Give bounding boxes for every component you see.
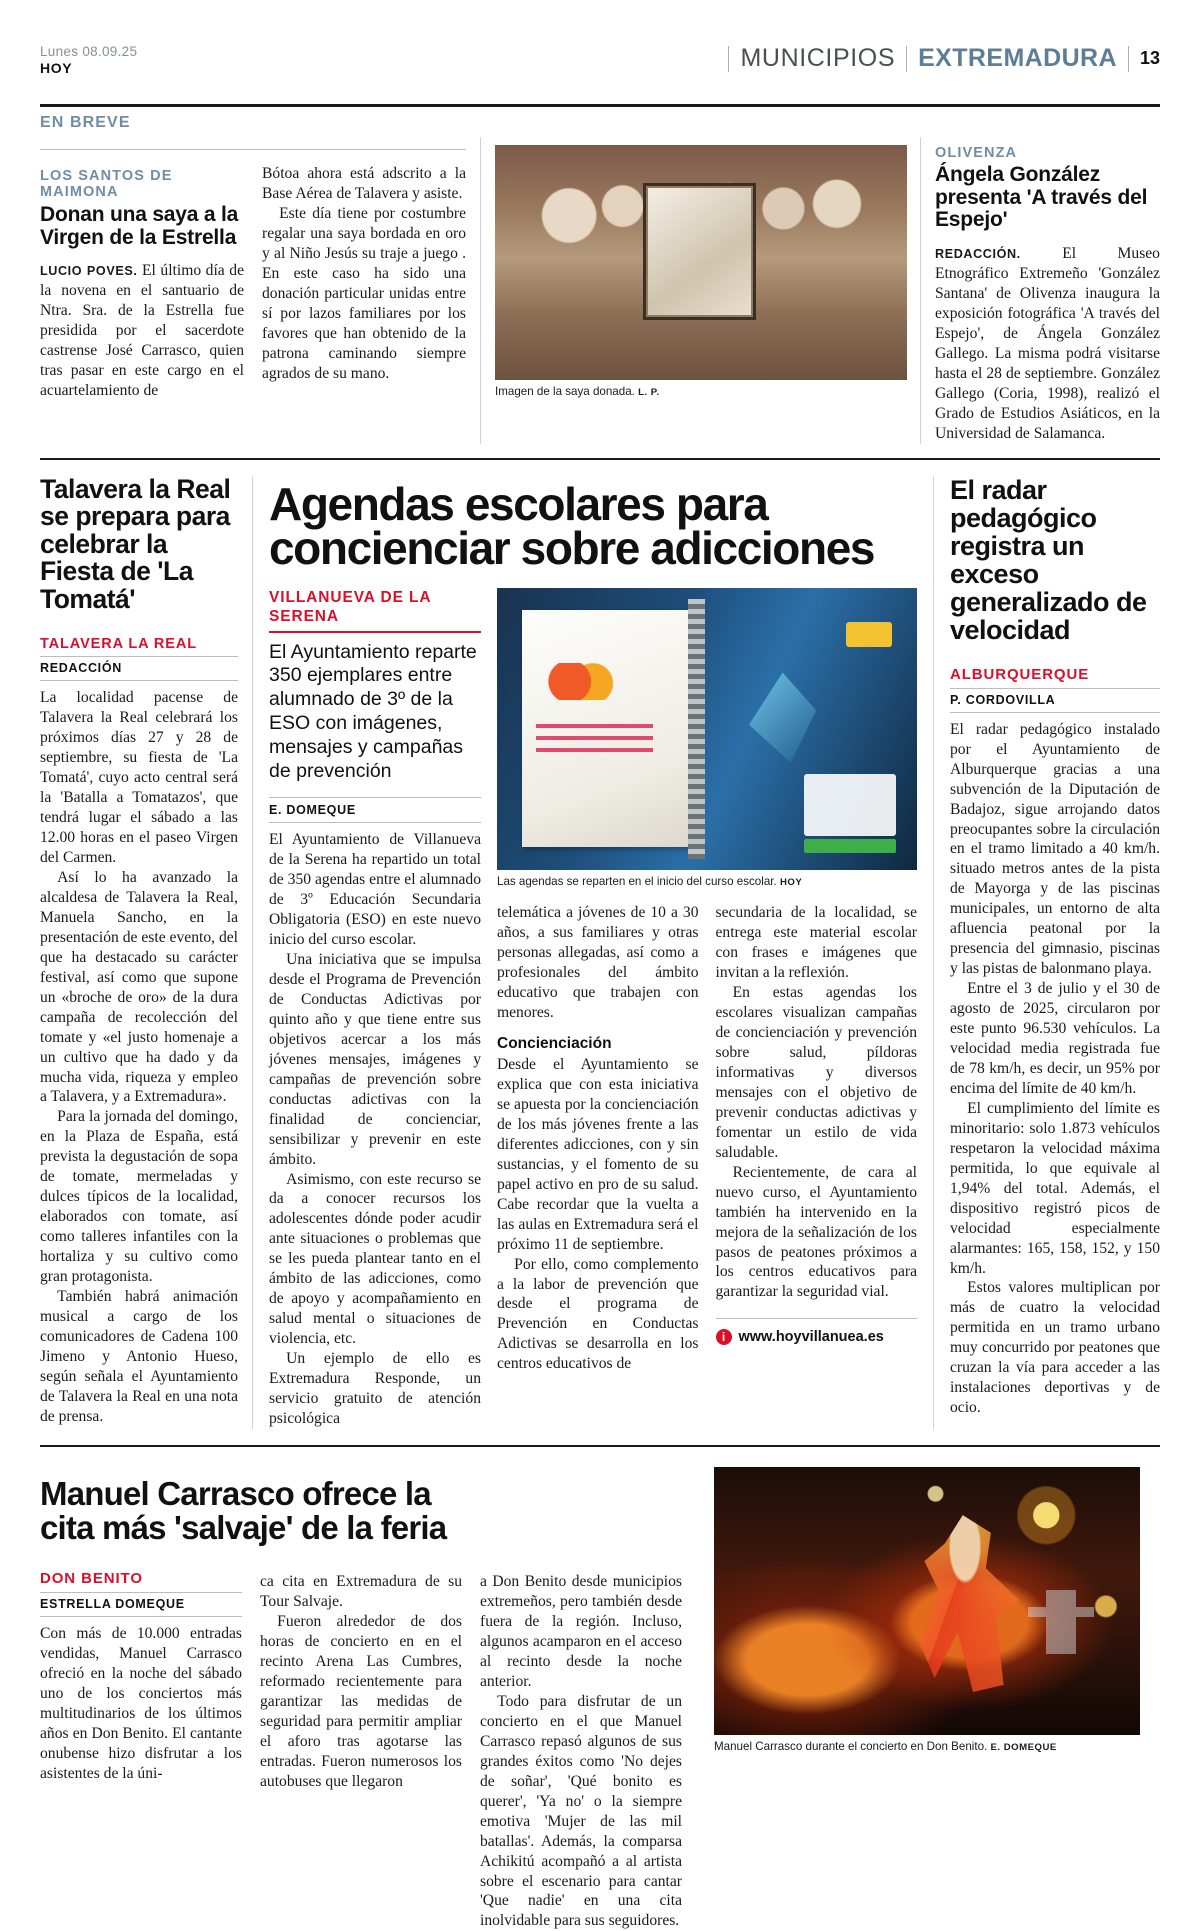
main-paragraph: Un ejemplo de ello es Extremadura Responde, un servicio gratuito de atención psicológica (269, 1350, 481, 1427)
carrasco-col-2 (260, 1570, 462, 1931)
section-rule (40, 1445, 1160, 1447)
caption-credit: E. DOMEQUE (990, 1741, 1057, 1753)
talavera-headline: Talavera la Real se prepara para celebrar la Fiesta de 'La Tomatá' (40, 473, 231, 614)
masthead (40, 0, 1160, 76)
photo-caption (495, 384, 906, 399)
main-paragraph: Recientemente, de cara al nuevo curso, el Ayuntamiento también ha intervenido en la mejora de la señalización de los pasos de peatones próximos a los centros educativos para garantizar la seguridad vial. (715, 1163, 917, 1301)
talavera-paragraph: También habrá animación musical a cargo de los comunicadores de Cadena 100 Jimeno y Antonio Hueso, según señala el Ayuntamiento de Talavera la Real en una nota de prensa. (40, 1288, 238, 1425)
brief-paragraph (40, 261, 244, 401)
en-breve-label: EN BREVE (40, 114, 131, 131)
olivenza-text: El Museo Etnográfico Extremeño 'González Santana' de Olivenza inaugura la exposición fotográfica 'A través del Espejo', de Ángela González Gallego. La misma podrá visitarse hasta el 28 de septiembre. González Gallego (Coria, 1998), realizó el Grado de Estudios Asiáticos, en la Universidad de Salamanca. (935, 245, 1160, 442)
carrasco-kicker: DON BENITO (40, 1570, 143, 1588)
radar-paragraph: Entre el 3 de julio y el 30 de agosto de 2025, circularon por este punto 96.530 vehículos. La velocidad media registrada fue de 78 km/h, es decir, un 95% por encima del límite de 40 km/h. (950, 980, 1160, 1097)
info-circle-icon: i (716, 1329, 732, 1345)
radar-headline: El radar pedagógico registra un exceso generalizado de velocidad (950, 474, 1147, 645)
carrasco-headline: Manuel Carrasco ofrece la cita más 'salvaje' de la feria (40, 1474, 447, 1546)
main-subsection-title: Concienciación (497, 1035, 612, 1053)
main-paragraph: El Ayuntamiento de Villanueva de la Serena ha repartido un total de 350 agendas entre el alumnado de 3º Educación Secundaria Obligatoria (ESO) en este nuevo inicio del curso escolar. (269, 831, 481, 949)
agenda-spiral (688, 599, 705, 858)
brief-paragraph: Este día tiene por costumbre regalar una saya bordada en oro y al Niño Jesús su traje a juego . En este caso ha sido una donación particular unidas entre sí por lazos familiares por los favores que han obtenido de la patrona caminando siempre agrados de su mano. (262, 204, 466, 382)
school-agenda-photo (497, 588, 917, 870)
divider (728, 46, 729, 72)
caption-text: Imagen de la saya donada. (495, 385, 635, 398)
caption-text: Manuel Carrasco durante el concierto en Don Benito. (714, 1739, 988, 1753)
main-paragraph: secundaria de la localidad, se entrega este material escolar con frases e imágenes que invitan a la reflexión. (715, 904, 917, 982)
hairline (950, 712, 1160, 713)
carrasco-article (40, 1467, 700, 1931)
section-name: MUNICIPIOS (740, 44, 896, 72)
brief-photo-block (480, 137, 920, 444)
olivenza-headline: Ángela González presenta 'A través del Espejo' (935, 163, 1148, 232)
brief-paragraph: Bótoa ahora está adscrito a la Base Aérea de Talavera y asiste. (262, 165, 466, 202)
main-photo-block (497, 588, 917, 1429)
photo-caption (714, 1739, 1160, 1754)
hairline (269, 822, 481, 823)
hairline (40, 680, 238, 681)
weblink-url[interactable]: www.hoyvillanuea.es (738, 1329, 884, 1346)
radar-kicker: ALBURQUERQUE (950, 666, 1090, 684)
hairline (40, 1616, 242, 1617)
carrasco-paragraph: Con más de 10.000 entradas vendidas, Manuel Carrasco ofreció en la noche del sábado uno de los conciertos más multitudinarios de los últimos años en Don Benito. El cantante onubense hizo disfrutar a los asistentes de la úni- (40, 1624, 242, 1782)
carrasco-columns (40, 1570, 682, 1931)
agenda-left-page (522, 610, 690, 847)
hairline (40, 1592, 242, 1593)
brief-kicker: LOS SANTOS DE MAIMONA (40, 168, 173, 200)
main-top-row (269, 588, 917, 1429)
main-subhead-block (269, 588, 481, 1429)
story-weblink[interactable] (716, 1318, 918, 1345)
main-lower-columns (497, 903, 917, 1374)
radar-paragraph: El radar pedagógico instalado por el Ayuntamiento de Alburquerque gracias a una subvención de la Diputación de Badajoz, sigue arrojando datos preocupantes sobre la circulación en el tramo limitado a 40 km/h. situado metros antes de la pista de Mayorga y de las piscinas municipales, un entorno de alta afluencia peatonal por la presencia del gimnasio, piscinas y las pistas de balonmano playa. (950, 720, 1160, 978)
brief-story-block (40, 137, 480, 444)
photo-caption (497, 874, 917, 889)
brief-col-2 (262, 162, 466, 401)
divider (906, 46, 907, 72)
main-byline: E. DOMEQUE (269, 803, 356, 818)
radar-byline: P. CORDOVILLA (950, 692, 1056, 707)
kicker-underline (269, 631, 481, 633)
agenda-graphic (749, 672, 816, 762)
carrasco-paragraph: Todo para disfrutar de un concierto en el que Manuel Carrasco repasó algunos de sus grandes éxitos como 'No dejes de soñar', 'Qué bonito es querer', 'Ya no' o la siempre emotiva 'Mujer de las mil batallas'. Además, la comparsa Achikitú acompañó a al artista sobre el escenario para cantar 'Que nadie' en una cita inolvidable para sus seguidores. (480, 1692, 682, 1930)
section-rule (40, 104, 1160, 107)
bottom-band (40, 1467, 1160, 1931)
carrasco-col-3 (480, 1570, 682, 1931)
radar-paragraph: El cumplimiento del límite es minoritario: solo 1.873 vehículos respetaron la velocidad máxima permitida, lo que equivale al 1,94% del total. Además, el dispositivo registró picos de velocidad especialmente alarmantes: 165, 158, 152, y 150 km/h. (950, 1099, 1160, 1277)
main-headline: Agendas escolares para concienciar sobre adicciones (269, 477, 875, 574)
section-rule (40, 458, 1160, 460)
hairline (40, 656, 238, 657)
carrasco-paragraph: ca cita en Extremadura de su Tour Salvaje. (260, 1573, 462, 1611)
talavera-kicker: TALAVERA LA REAL (40, 636, 197, 653)
brief-lead-name: LUCIO POVES. (40, 264, 138, 279)
carrasco-col-1 (40, 1570, 242, 1931)
hairline (950, 688, 1160, 689)
main-band (40, 473, 1160, 1429)
main-paragraph: Una iniciativa que se impulsa desde el Programa de Prevención de Conductas Adictivas por quinto año y que tiene entre sus objetivos acercar a los más jóvenes mensajes, imágenes y campañas de prevención sobre conductas adictivas con la finalidad de concienciar, sensibilizar y prevenir en este ámbito. (269, 951, 481, 1168)
olivenza-block (920, 137, 1160, 444)
page-number: 13 (1139, 48, 1160, 68)
carrasco-paragraph: Fueron alrededor de dos horas de concierto en en el recinto Arena Las Cumbres, reformado recientemente para garantizar las medidas de seguridad para permitir ampliar el aforo tras agotarse las entradas. Fueron numerosos los autobuses que llegaron (260, 1613, 462, 1790)
brief-col1-text: El último día de la novena en el santuario de Ntra. Sra. de la Estrella fue presidida por el sacerdote castrense José Carrasco, quien tras pasar en este cargo en el acuartelamiento de (40, 262, 245, 400)
en-breve-section (40, 104, 1160, 460)
agenda-info-box (804, 774, 896, 836)
masthead-left (40, 44, 137, 76)
stage-structure (1046, 1590, 1076, 1654)
radar-paragraph: Estos valores multiplican por más de cuatro la velocidad permitida en un tramo urbano muy concurrido por peatones que cruzan la vía para acceder a las instalaciones deportivas y de ocio. (950, 1279, 1160, 1417)
talavera-paragraph: La localidad pacense de Talavera la Real celebrará los próximos días 27 y 28 de septiembre, su fiesta de 'La Tomatá', cuyo acto central será la 'Batalla a Tomatazos', que tendrá lugar el sábado a las 12.00 horas en el paseo Virgen del Carmen. (40, 689, 238, 867)
hairline (269, 797, 481, 798)
agenda-badge (846, 622, 892, 647)
main-paragraph: telemática a jóvenes de 10 a 30 años, a sus familiares y otras personas allegadas, así como a profesionales del ámbito educativo que trabajen con menores. (497, 904, 699, 1022)
divider (1128, 46, 1129, 72)
newspaper-brand: HOY (40, 59, 73, 76)
caption-credit: HOY (779, 876, 803, 888)
masthead-right (728, 44, 1160, 73)
main-paragraph: Desde el Ayuntamiento se explica que con esta iniciativa se apuesta por la concienciación de los más jóvenes frente a las diferentes adicciones, con y sin sustancias, y el fomento de su papel activo en pro de su salud. Cabe recordar que la vuelta a las aulas en Extremadura será el próximo 11 de septiembre. (497, 1056, 699, 1253)
main-kicker: VILLANUEVA DE LA SERENA (269, 588, 431, 626)
carrasco-byline: ESTRELLA DOMEQUE (40, 1596, 185, 1611)
concert-photo (714, 1467, 1140, 1735)
carrasco-paragraph: a Don Benito desde municipios extremeños, pero también desde fuera de la región. Incluso, algunos acamparon en el acceso al recinto desde la noche anterior. (480, 1573, 682, 1690)
brief-col-1 (40, 162, 244, 401)
region-name: EXTREMADURA (918, 44, 1117, 72)
main-paragraph: En estas agendas los escolares visualizan campañas de concienciación y prevención sobre salud, píldoras informativas y diversos mensajes con el objetivo de prevenir conductas adictivas y fomentar un estilo de vida saludable. (715, 984, 917, 1161)
talavera-article (40, 473, 252, 1429)
main-col-2 (497, 903, 699, 1374)
main-col-3 (716, 903, 918, 1374)
main-article (252, 476, 934, 1429)
olivenza-lead-name: REDACCIÓN. (935, 247, 1021, 262)
en-breve-band (40, 137, 1160, 444)
agenda-green-bar (804, 839, 896, 853)
caption-text: Las agendas se reparten en el inicio del curso escolar. (497, 874, 777, 888)
olivenza-kicker: OLIVENZA (935, 145, 1018, 161)
caption-credit: L. P. (638, 387, 660, 398)
olivenza-paragraph (935, 244, 1160, 444)
main-paragraph: Asimismo, con este recurso se da a conocer recursos los adolescentes dónde poder acudir ante situaciones o problemas que se les pueda plantear tanto en el ámbito de las adicciones, como de apoyo y acompañamiento en salud mental o situaciones de violencia, etc. (269, 1170, 481, 1348)
brief-headline: Donan una saya a la Virgen de la Estrella (40, 203, 239, 249)
talavera-paragraph: Así lo ha avanzado la alcaldesa de Talavera la Real, Manuela Sancho, en la presentación de este evento, del que ha destacado su carácter festival, así como que supone un «broche de oro» de la dura campaña de recolección del tomate y «el justo homenaje a un cultivo que ha dado y da mucha vida, riqueza y empleo a Talavera, y a Extremadura». (40, 868, 238, 1106)
hairline (40, 149, 466, 150)
talavera-paragraph: Para la jornada del domingo, en la Plaza de España, está prevista la degustación de sopa de tomate, mermeladas y dulces típicos de la localidad, elaborados con tomate, así como talleres infantiles con la hortaliza y su cultivo como gran protagonista. (40, 1108, 238, 1286)
main-subhead: El Ayuntamiento reparte 350 ejemplares entre alumnado de 3º de la ESO con imágenes, mensajes y campañas de prevención (269, 640, 477, 782)
radar-article (934, 476, 1160, 1429)
carrasco-photo-block (700, 1467, 1160, 1931)
main-paragraph: Por ello, como complemento a la labor de prevención que desde el programa de Prevención en Conductas Adictivas se desarrolla en los centros educativos de (497, 1255, 699, 1373)
group-photo-saya (495, 145, 907, 380)
performer-figure (901, 1515, 1029, 1692)
issue-date: Lunes 08.09.25 (40, 44, 138, 59)
talavera-byline: REDACCIÓN (40, 661, 122, 676)
